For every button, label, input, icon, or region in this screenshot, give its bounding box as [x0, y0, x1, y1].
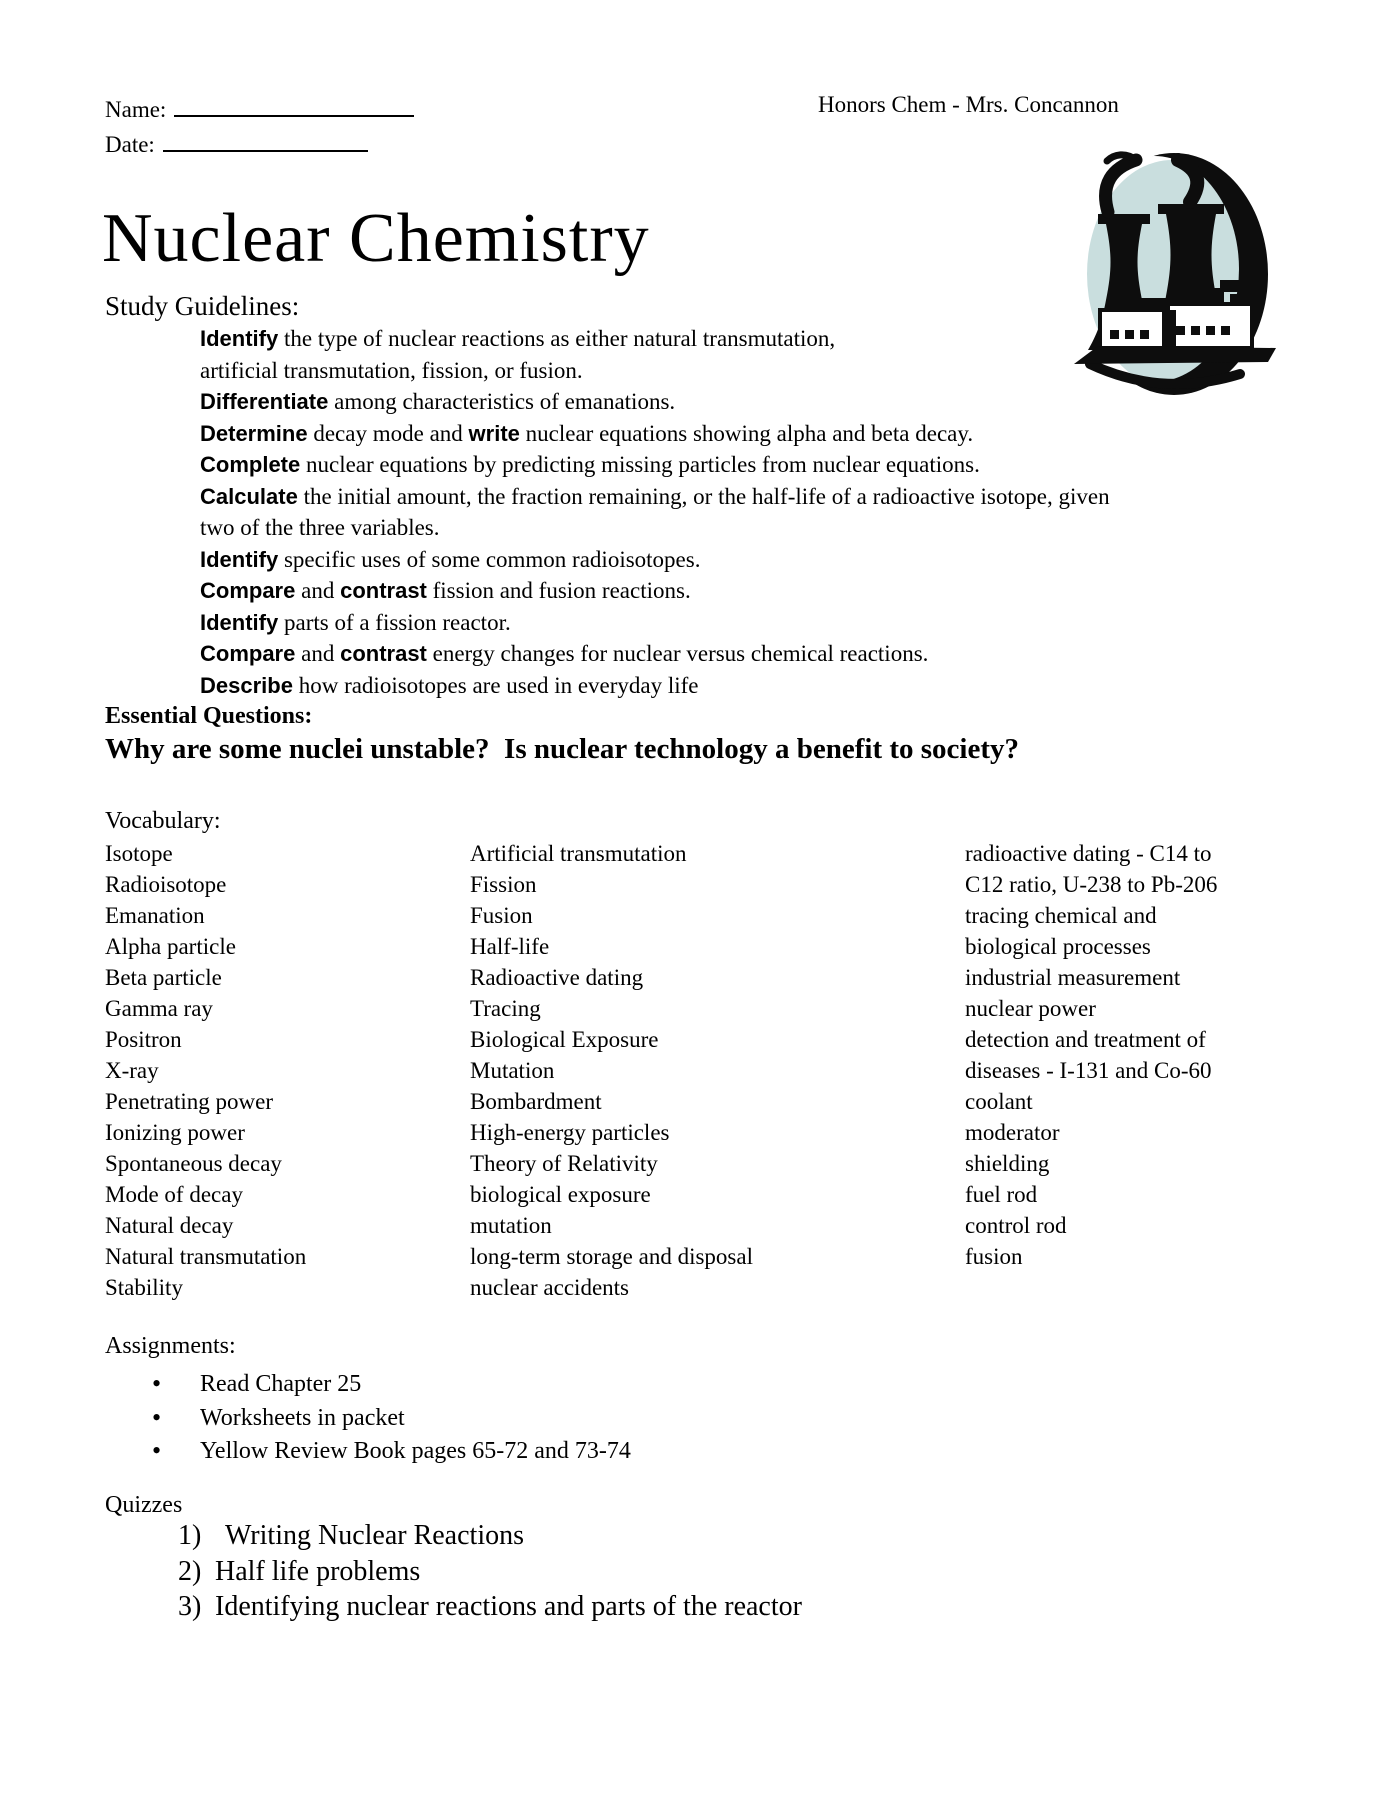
- page-title: Nuclear Chemistry: [102, 200, 650, 277]
- quizzes-heading: Quizzes: [105, 1492, 183, 1518]
- guideline-item: Identify specific uses of some common radioisotopes.: [200, 546, 701, 572]
- vocab-term: Spontaneous decay: [105, 1151, 282, 1176]
- vocab-term: long-term storage and disposal: [470, 1244, 753, 1269]
- vocab-term: biological processes: [965, 934, 1151, 959]
- vocab-term: Half-life: [470, 934, 550, 959]
- vocab-term: Mutation: [470, 1058, 555, 1083]
- vocab-term: industrial measurement: [965, 965, 1181, 990]
- quiz-item: [178, 1589, 802, 1625]
- study-guidelines-heading: Study Guidelines:: [105, 291, 300, 321]
- vocab-term: nuclear accidents: [470, 1275, 629, 1300]
- vocab-term: Ionizing power: [105, 1120, 245, 1145]
- guideline-item: Determine decay mode and write nuclear equations showing alpha and beta decay.: [200, 420, 974, 446]
- assignments-heading: Assignments:: [105, 1333, 236, 1359]
- quiz-item: [178, 1554, 802, 1590]
- vocab-term: fusion: [965, 1244, 1023, 1269]
- vocab-term: Natural decay: [105, 1213, 234, 1238]
- vocab-term: Biological Exposure: [470, 1027, 659, 1052]
- vocab-term: Beta particle: [105, 965, 222, 990]
- course-header: Honors Chem - Mrs. Concannon: [818, 92, 1119, 117]
- guideline-item: Identify parts of a fission reactor.: [200, 609, 511, 635]
- vocab-term: shielding: [965, 1151, 1050, 1176]
- guideline-item: Complete nuclear equations by predicting missing particles from nuclear equations.: [200, 452, 980, 477]
- name-row: [105, 92, 414, 127]
- vocab-term: Alpha particle: [105, 934, 236, 959]
- vocab-term: C12 ratio, U-238 to Pb-206: [965, 872, 1218, 897]
- vocab-term: coolant: [965, 1089, 1033, 1114]
- guideline-item: Describe how radioisotopes are used in everyday life: [200, 672, 699, 698]
- name-date-block: [105, 92, 414, 162]
- vocab-term: tracing chemical and: [965, 903, 1157, 928]
- assignment-item: • Worksheets in packet: [152, 1402, 631, 1436]
- quiz-number: 1): [178, 1520, 202, 1551]
- quiz-text: Writing Nuclear Reactions: [225, 1520, 524, 1551]
- vocabulary-column-2: [470, 838, 940, 1303]
- quizzes-list: [178, 1518, 802, 1625]
- quiz-number: 2): [178, 1555, 202, 1587]
- vocabulary-column-3: [965, 838, 1295, 1272]
- guideline-item: Differentiate among characteristics of emanations.: [200, 389, 676, 414]
- date-row: [105, 127, 414, 162]
- guideline-item: Compare and contrast energy changes for nuclear versus chemical reactions.: [200, 641, 929, 666]
- vocab-term: Bombardment: [470, 1089, 602, 1114]
- assignment-item: • Yellow Review Book pages 65-72 and 73-74: [152, 1435, 631, 1469]
- vocabulary-heading: Vocabulary:: [105, 808, 221, 834]
- vocab-term: biological exposure: [470, 1182, 651, 1207]
- vocab-term: nuclear power: [965, 996, 1096, 1021]
- vocab-term: fuel rod: [965, 1182, 1038, 1207]
- date-blank-field: [163, 130, 368, 152]
- quiz-text: Half life problems: [215, 1555, 421, 1587]
- guideline-item: Calculate the initial amount, the fraction remaining, or the half-life of a radioactive isotope, given two of the three variables.: [200, 483, 1110, 540]
- vocab-term: diseases - I-131 and Co-60: [965, 1058, 1212, 1083]
- essential-questions-heading: Essential Questions:: [105, 703, 313, 729]
- name-label: Name:: [105, 97, 167, 122]
- vocab-term: Positron: [105, 1027, 182, 1052]
- assignment-item: • Read Chapter 25: [152, 1368, 631, 1402]
- vocab-term: Gamma ray: [105, 996, 213, 1021]
- vocab-term: Theory of Relativity: [470, 1151, 658, 1176]
- guideline-item: Identify the type of nuclear reactions as either natural transmutation, artificial transmutation, fission, or fusion.: [200, 326, 836, 383]
- vocab-term: Isotope: [105, 841, 173, 866]
- vocab-term: moderator: [965, 1120, 1060, 1145]
- vocab-term: control rod: [965, 1213, 1067, 1238]
- vocab-term: Radioisotope: [105, 872, 227, 897]
- vocab-term: High-energy particles: [470, 1120, 670, 1145]
- vocab-term: Mode of decay: [105, 1182, 243, 1207]
- vocab-term: Penetrating power: [105, 1089, 273, 1114]
- date-label: Date:: [105, 132, 155, 157]
- vocab-term: Stability: [105, 1275, 183, 1300]
- quiz-text: Identifying nuclear reactions and parts of the reactor: [215, 1591, 802, 1622]
- vocab-term: Tracing: [470, 996, 541, 1021]
- quiz-number: 3): [178, 1591, 202, 1622]
- vocab-term: X-ray: [105, 1058, 159, 1083]
- vocab-term: Emanation: [105, 903, 205, 928]
- vocabulary-column-1: [105, 838, 455, 1303]
- vocab-term: Fusion: [470, 903, 533, 928]
- quiz-item: [178, 1518, 802, 1554]
- vocab-term: detection and treatment of: [965, 1027, 1206, 1052]
- assignments-list: [152, 1368, 631, 1469]
- essential-question-text: Why are some nuclei unstable? Is nuclear technology a benefit to society?: [105, 733, 1019, 765]
- vocab-term: mutation: [470, 1213, 552, 1238]
- name-blank-field: [174, 95, 414, 117]
- vocab-term: Artificial transmutation: [470, 841, 687, 866]
- vocab-term: Fission: [470, 872, 537, 897]
- guideline-item: Compare and contrast fission and fusion reactions.: [200, 578, 691, 603]
- vocab-term: Natural transmutation: [105, 1244, 307, 1269]
- study-guidelines-list: [200, 323, 1275, 701]
- vocab-term: radioactive dating - C14 to: [965, 841, 1212, 866]
- vocab-term: Radioactive dating: [470, 965, 644, 990]
